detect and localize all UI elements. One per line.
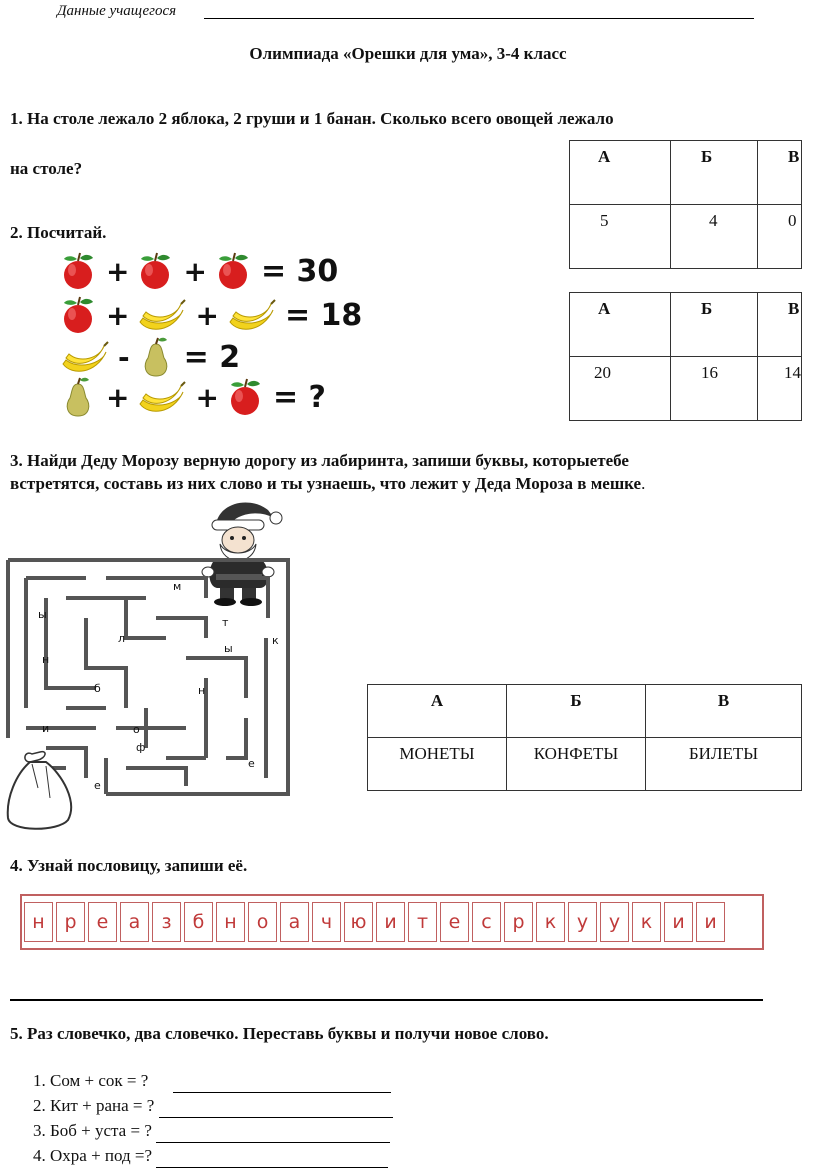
q5-item-text: 4. Охра + под =? bbox=[33, 1146, 153, 1165]
banana-icon bbox=[60, 336, 110, 378]
q1-value-c[interactable]: 0 bbox=[758, 205, 802, 269]
maze-letter: т bbox=[222, 616, 229, 629]
proverb-letter-cell: и bbox=[696, 902, 725, 942]
maze-letter: н bbox=[42, 653, 50, 666]
q2-title: 2. Посчитай. bbox=[10, 223, 107, 242]
minus-sign: - bbox=[118, 340, 130, 374]
proverb-letter-cell: е bbox=[440, 902, 469, 942]
q5-item-text: 1. Сом + сок = ? bbox=[33, 1071, 149, 1090]
proverb-letter-cell: и bbox=[664, 902, 693, 942]
q2-value-c[interactable]: 14 bbox=[758, 357, 802, 421]
q3-header-b[interactable]: Б bbox=[507, 685, 646, 738]
q2-value-b[interactable]: 16 bbox=[671, 357, 758, 421]
q3-header-c[interactable]: В bbox=[646, 685, 802, 738]
q3-text-line2-wrap bbox=[10, 473, 645, 495]
q3-text-line2: встретятся, составь из них слово и ты узнаешь, что лежит у Деда Мороза в мешке bbox=[10, 474, 642, 493]
student-data-label: Данные учащегося bbox=[57, 3, 177, 19]
q3-answer-table bbox=[367, 684, 802, 791]
q2-value-a[interactable]: 20 bbox=[570, 357, 671, 421]
q3-value-b[interactable]: КОНФЕТЫ bbox=[507, 738, 646, 791]
q1-header-b[interactable]: Б bbox=[671, 141, 758, 205]
q1-value-a[interactable]: 5 bbox=[570, 205, 671, 269]
maze-letter: к bbox=[272, 634, 279, 647]
proverb-letter-cell: к bbox=[536, 902, 565, 942]
q4-title: 4. Узнай пословицу, запиши её. bbox=[10, 856, 248, 875]
maze-letter: ы bbox=[38, 608, 47, 621]
proverb-letter-cell: а bbox=[280, 902, 309, 942]
proverb-letter-cell: к bbox=[632, 902, 661, 942]
maze-letter: е bbox=[94, 779, 101, 792]
banana-icon bbox=[137, 376, 187, 418]
maze-letter: м bbox=[173, 580, 182, 593]
q1-text-line1: 1. На столе лежало 2 яблока, 2 груши и 1 банан. Сколько всего овощей лежало bbox=[10, 109, 614, 128]
plus-sign: + bbox=[183, 254, 207, 288]
proverb-answer-line[interactable] bbox=[10, 999, 763, 1001]
proverb-letter-cell: ю bbox=[344, 902, 373, 942]
maze-letter: ы bbox=[224, 642, 233, 655]
equation-result: = 2 bbox=[183, 339, 241, 375]
q2-header-c[interactable]: В bbox=[758, 293, 802, 357]
equation-row-2 bbox=[60, 292, 362, 338]
equation-result: = 18 bbox=[284, 297, 363, 333]
q5-item bbox=[33, 1068, 393, 1093]
apple-icon bbox=[227, 376, 265, 418]
maze-letter: ф bbox=[136, 741, 146, 754]
plus-sign: + bbox=[106, 380, 130, 414]
proverb-letter-cell: о bbox=[248, 902, 277, 942]
pear-icon bbox=[138, 336, 176, 378]
banana-icon bbox=[227, 294, 277, 336]
plus-sign: + bbox=[195, 380, 219, 414]
page-title: Олимпиада «Орешки для ума», 3-4 класс bbox=[249, 44, 567, 63]
proverb-letter-cell: н bbox=[24, 902, 53, 942]
q5-list bbox=[33, 1068, 393, 1168]
equation-row-1 bbox=[60, 248, 338, 294]
q2-header-b[interactable]: Б bbox=[671, 293, 758, 357]
proverb-letter-cell: у bbox=[600, 902, 629, 942]
answer-blank[interactable] bbox=[156, 1118, 390, 1143]
maze-letter: б bbox=[94, 682, 101, 695]
q3-value-a[interactable]: МОНЕТЫ bbox=[368, 738, 507, 791]
q1-answer-table bbox=[569, 140, 802, 269]
q1-header-c[interactable]: В bbox=[758, 141, 802, 205]
maze-letter: е bbox=[248, 757, 255, 770]
proverb-letter-cell: р bbox=[56, 902, 85, 942]
q5-item bbox=[33, 1093, 393, 1118]
equation-result: = ? bbox=[272, 379, 326, 415]
equation-row-4 bbox=[60, 374, 326, 420]
q3-text-line1: 3. Найди Деду Морозу верную дорогу из лабиринта, запиши буквы, которыетебе bbox=[10, 451, 629, 470]
plus-sign: + bbox=[106, 254, 130, 288]
plus-sign: + bbox=[195, 298, 219, 332]
proverb-letter-cell: ч bbox=[312, 902, 341, 942]
proverb-letter-strip bbox=[20, 894, 764, 950]
maze-letter: и bbox=[42, 722, 50, 735]
proverb-letter-cell: и bbox=[376, 902, 405, 942]
answer-blank[interactable] bbox=[173, 1068, 391, 1093]
apple-icon bbox=[60, 250, 98, 292]
proverb-letter-cell: б bbox=[184, 902, 213, 942]
q5-title: 5. Раз словечко, два словечко. Переставь буквы и получи новое слово. bbox=[10, 1024, 549, 1043]
q2-header-a[interactable]: А bbox=[570, 293, 671, 357]
q3-value-c[interactable]: БИЛЕТЫ bbox=[646, 738, 802, 791]
plus-sign: + bbox=[106, 298, 130, 332]
q3-text-line2-end: . bbox=[641, 474, 646, 493]
apple-icon bbox=[137, 250, 175, 292]
maze-letter: о bbox=[133, 723, 140, 736]
proverb-letter-cell: н bbox=[216, 902, 245, 942]
proverb-letter-cell: е bbox=[88, 902, 117, 942]
q1-header-a[interactable]: А bbox=[570, 141, 671, 205]
equation-result: = 30 bbox=[260, 253, 339, 289]
student-data-line[interactable] bbox=[204, 18, 754, 19]
answer-blank[interactable] bbox=[159, 1093, 393, 1118]
proverb-letter-cell: у bbox=[568, 902, 597, 942]
q5-item bbox=[33, 1118, 393, 1143]
q5-item-text: 2. Кит + рана = ? bbox=[33, 1096, 155, 1115]
proverb-letter-cell: з bbox=[152, 902, 181, 942]
apple-icon bbox=[215, 250, 253, 292]
q3-header-a[interactable]: А bbox=[368, 685, 507, 738]
q5-item-text: 3. Боб + уста = ? bbox=[33, 1121, 152, 1140]
maze-letter: л bbox=[118, 632, 126, 645]
gift-sack-icon bbox=[2, 748, 80, 834]
proverb-letter-cell: т bbox=[408, 902, 437, 942]
q5-item bbox=[33, 1143, 393, 1168]
answer-blank[interactable] bbox=[156, 1143, 388, 1168]
pear-icon bbox=[60, 376, 98, 418]
q2-answer-table bbox=[569, 292, 802, 421]
maze-letter: н bbox=[198, 684, 206, 697]
q1-text-line2: на столе? bbox=[10, 159, 83, 178]
banana-icon bbox=[137, 294, 187, 336]
proverb-letter-cell: а bbox=[120, 902, 149, 942]
apple-icon bbox=[60, 294, 98, 336]
proverb-letter-cell: с bbox=[472, 902, 501, 942]
q1-value-b[interactable]: 4 bbox=[671, 205, 758, 269]
proverb-letter-cell: р bbox=[504, 902, 533, 942]
